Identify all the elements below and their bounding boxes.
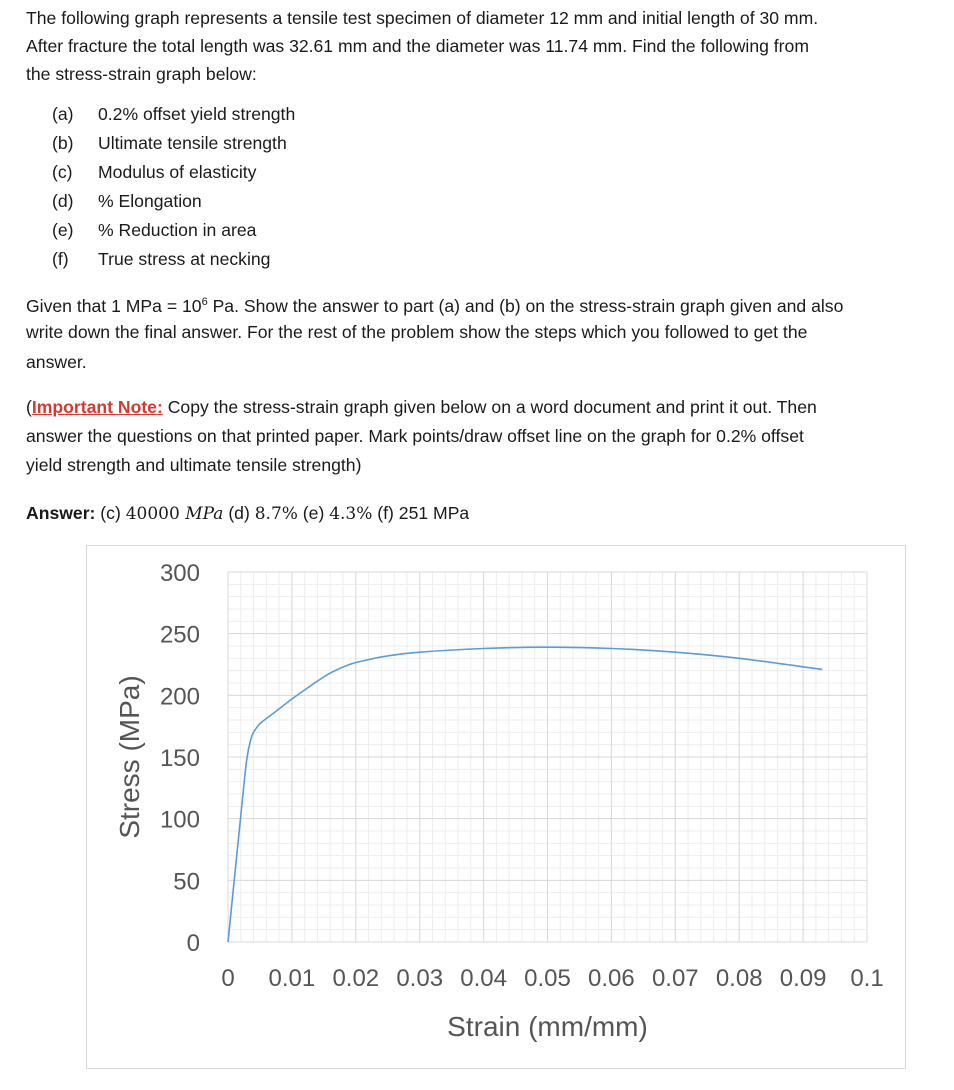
important-note-line-2: answer the questions on that printed paper. Mark points/draw offset line on the graph for 0.2% offset bbox=[26, 426, 804, 446]
y-tick-label: 250 bbox=[159, 621, 200, 649]
important-note-line-1: (Important Note: Copy the stress-strain graph given below on a word document and print it out. Then bbox=[26, 397, 817, 417]
y-tick-label: 50 bbox=[173, 868, 200, 896]
x-tick-label: 0.08 bbox=[715, 965, 763, 992]
question-item-f: (f) True stress at necking bbox=[52, 249, 271, 269]
question-item-e: (e) % Reduction in area bbox=[52, 220, 257, 240]
answer-f-value: 251 MPa bbox=[398, 503, 470, 523]
given-line-3: answer. bbox=[26, 352, 87, 372]
chart-canvas bbox=[87, 546, 907, 1070]
stress-strain-chart bbox=[86, 545, 906, 1069]
x-tick-label: 0.01 bbox=[268, 965, 316, 992]
x-tick-label: 0 bbox=[221, 965, 235, 992]
intro-line-1: The following graph represents a tensile test specimen of diameter 12 mm and initial length of 30 mm. bbox=[26, 8, 819, 28]
answer-d-value: 8.7% bbox=[254, 504, 298, 524]
important-note-line-3: yield strength and ultimate tensile strength) bbox=[26, 455, 362, 475]
x-tick-label: 0.1 bbox=[850, 965, 884, 992]
x-tick-label: 0.06 bbox=[588, 965, 635, 992]
answer-c-value: 40000 MPa bbox=[125, 504, 224, 524]
question-list bbox=[52, 100, 295, 274]
x-tick-label: 0.03 bbox=[396, 965, 444, 992]
y-tick-label: 150 bbox=[159, 745, 200, 772]
question-item-a: (a) 0.2% offset yield strength bbox=[52, 104, 296, 124]
given-line-1: Given that 1 MPa = $10^6$ Pa. Show the answer to part (a) and (b) on the stress-strain graph given and also bbox=[26, 295, 844, 316]
y-tick-label: 100 bbox=[159, 806, 200, 834]
y-tick-label: 200 bbox=[159, 683, 200, 711]
intro-line-3: the stress-strain graph below: bbox=[26, 64, 257, 84]
question-item-b: (b) Ultimate tensile strength bbox=[52, 133, 287, 153]
answer-e-value: 4.3% bbox=[329, 504, 373, 524]
important-note-label: Important Note: bbox=[31, 397, 163, 417]
question-item-c: (c) Modulus of elasticity bbox=[52, 162, 257, 182]
answer-label: Answer: bbox=[26, 503, 96, 523]
question-item-d: (d) % Elongation bbox=[52, 191, 202, 211]
answer-line: Answer: (c) 40000 MPa (d) 8.7% (e) 4.3% (f) 251 MPa bbox=[26, 503, 470, 524]
given-line-2: write down the final answer. For the rest of the problem show the steps which you followed to get the bbox=[26, 322, 808, 342]
y-tick-label: 0 bbox=[186, 930, 200, 957]
x-tick-label: 0.04 bbox=[460, 965, 507, 992]
intro-line-2: After fracture the total length was 32.61 mm and the diameter was 11.74 mm. Find the following from bbox=[26, 36, 809, 56]
x-tick-label: 0.05 bbox=[524, 965, 571, 992]
x-tick-label: 0.02 bbox=[332, 965, 380, 992]
x-tick-label: 0.09 bbox=[779, 965, 827, 992]
x-tick-label: 0.07 bbox=[651, 965, 699, 992]
x-axis-title: Strain (mm/mm) bbox=[447, 1011, 648, 1042]
y-tick-label: 300 bbox=[159, 560, 200, 587]
y-axis-title: Stress (MPa) bbox=[114, 675, 145, 839]
chart-gridlines bbox=[228, 572, 867, 942]
